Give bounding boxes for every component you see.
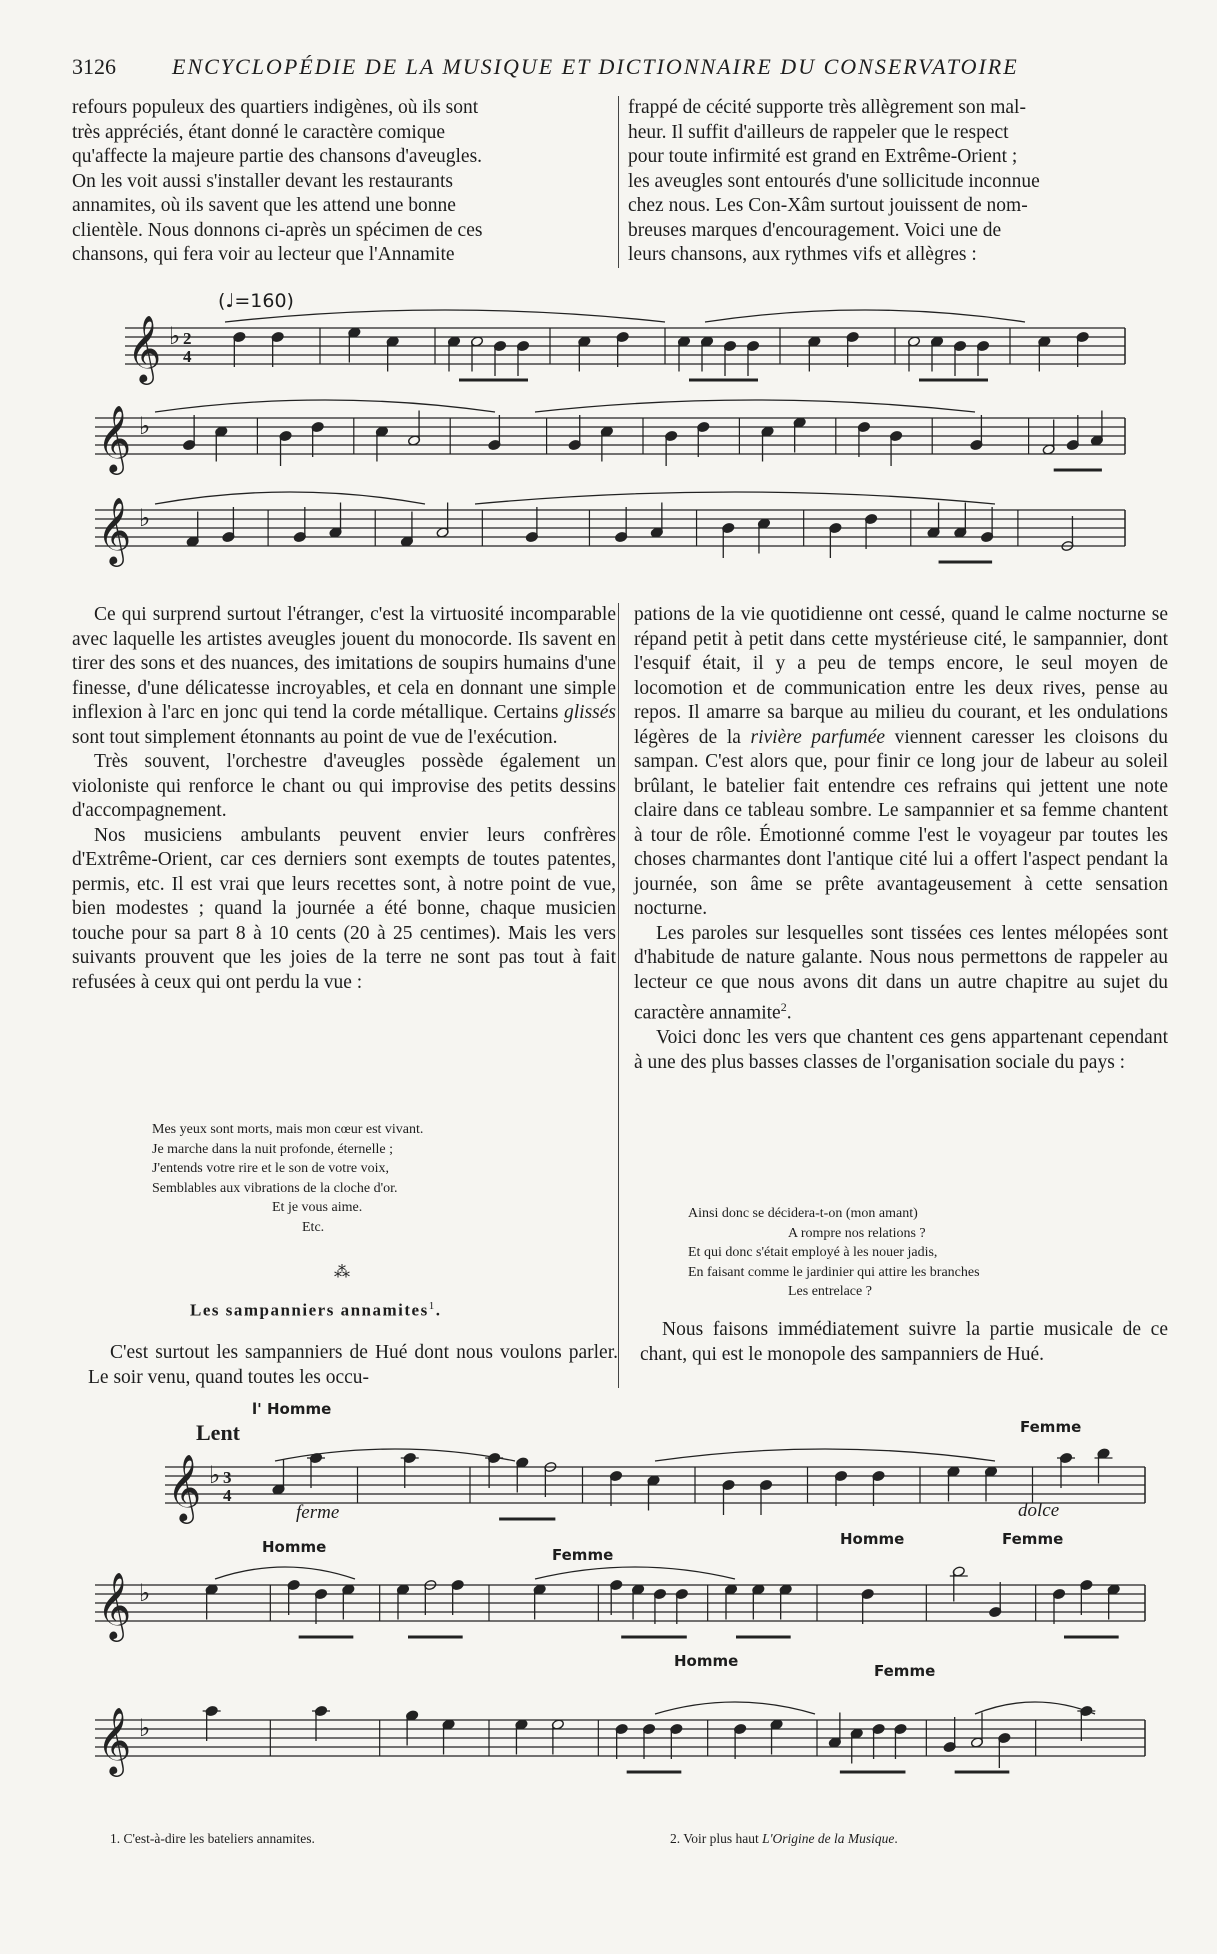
voice-label-homme: Homme: [262, 1538, 327, 1556]
poem-line: Mes yeux sont morts, mais mon cœur est vivant.: [152, 1122, 424, 1137]
mid-right-column: [634, 603, 1168, 1075]
page-number: 3126: [72, 54, 116, 79]
treble-clef: 𝄞: [167, 1453, 202, 1521]
music-score-sampanniers: [95, 1405, 1155, 1805]
slur: [155, 492, 425, 504]
text-line: heur. Il suffit d'ailleurs de rappeler que le respect: [628, 121, 1009, 143]
poem-line: Et je vous aime.: [272, 1200, 363, 1215]
footnote-2: 2. Voir plus haut L'Origine de la Musique.: [670, 1831, 898, 1846]
mid-right-closing: [640, 1318, 1168, 1367]
paragraph: Ce qui surprend surtout l'étranger, c'est la virtuosité incomparable avec laquelle les artistes aveugles jouent du monocorde. Ils savent en tirer des sons et des nuances, des imitations de soupirs humains d'une finesse, d'une délicatesse incroyables, et cela en donnant une simple inflexion à l'arc en jonc qui tend la corde métallique. Certains glissés sont tout simplement étonnants au point de vue de l'exécution.: [72, 604, 616, 748]
poem-line: Je marche dans la nuit profonde, éternelle ;: [152, 1141, 394, 1157]
text-line: refours populeux des quartiers indigènes, où ils sont: [72, 97, 479, 118]
voice-label-femme: Femme: [1002, 1530, 1064, 1548]
voice-label-homme: l' Homme: [252, 1400, 332, 1418]
key-signature-flat: ♭: [209, 1461, 221, 1489]
treble-clef: 𝄞: [97, 1706, 132, 1774]
poem-line: A rompre nos relations ?: [788, 1225, 926, 1241]
poem-blind: [152, 1120, 423, 1237]
poem-line: Ainsi donc se décidera-t-on (mon amant): [688, 1206, 918, 1221]
mid-left-column: [72, 603, 616, 995]
slur: [535, 400, 975, 412]
poem-line: Et qui donc s'était employé à les nouer jadis,: [688, 1245, 938, 1260]
dynamic-dolce: dolce: [1018, 1500, 1060, 1521]
slur: [535, 1567, 735, 1579]
text-line: chansons, qui fera voir au lecteur que l'Annamite: [72, 244, 455, 265]
voice-label-femme: Femme: [552, 1546, 614, 1564]
poem-sampanniers: [688, 1204, 980, 1302]
slur: [215, 1567, 355, 1579]
text-line: les aveugles sont entourés d'une sollicitude inconnue: [628, 170, 1040, 192]
top-right-column: [628, 96, 1156, 268]
mid-left-closing: [88, 1341, 618, 1390]
time-signature: 4: [183, 347, 192, 366]
key-signature-flat: ♭: [139, 1714, 151, 1742]
text-line: frappé de cécité supporte très allègrement son mal-: [628, 97, 1026, 118]
running-title: ENCYCLOPÉDIE DE LA MUSIQUE ET DICTIONNAIRE DU CONSERVATOIRE: [172, 54, 1019, 79]
slur: [155, 400, 495, 412]
text-line: On les voit aussi s'installer devant les restaurants: [72, 170, 453, 192]
text-line: qu'affecte la majeure partie des chansons d'aveugles.: [72, 146, 483, 167]
paragraph: Nous faisons immédiatement suivre la partie musicale de ce chant, qui est le monopole des sampanniers de Hué.: [640, 1319, 1168, 1365]
slur: [705, 310, 1025, 322]
time-signature: 2: [183, 329, 192, 348]
text-line: très appréciés, étant donné le caractère comique: [72, 121, 446, 143]
voice-label-femme: Femme: [1020, 1418, 1082, 1436]
text-line: breuses marques d'encouragement. Voici une de: [628, 219, 1002, 241]
treble-clef: 𝄞: [127, 314, 162, 382]
text-line: clientèle. Nous donnons ci-après un spécimen de ces: [72, 219, 483, 241]
poem-line: Etc.: [302, 1219, 325, 1235]
slur: [225, 310, 665, 322]
paragraph: Nos musiciens ambulants peuvent envier leurs confrères d'Extrême-Orient, car ces derniers sont exempts de toutes patentes, permis, etc. Il est vrai que leurs recettes sont, à notre point de vue, bien modestes ; quand la journée a été bonne, chaque musicien touche pour sa part 8 à 10 cents (20 à 25 centimes). Mais les vers suivants prouvent que les joies de la terre ne sont pas tout à fait refusées à ceux qui ont perdu la vue :: [72, 824, 616, 993]
slur: [475, 492, 995, 504]
time-signature: 4: [223, 1486, 232, 1505]
section-stars: ⁂: [334, 1264, 350, 1281]
treble-clef: 𝄞: [97, 496, 132, 564]
tempo-marking: (♩=160): [218, 290, 294, 312]
paragraph: C'est surtout les sampanniers de Hué dont nous voulons parler. Le soir venu, quand toutes les occu-: [88, 1342, 618, 1388]
key-signature-flat: ♭: [169, 322, 181, 350]
column-rule-middle: [618, 603, 619, 1388]
voice-label-homme: Homme: [840, 1530, 905, 1548]
treble-clef: 𝄞: [97, 404, 132, 472]
dynamic-ferme: ferme: [296, 1502, 340, 1523]
poem-line: En faisant comme le jardinier qui attire les branches: [688, 1264, 980, 1280]
paragraph: Très souvent, l'orchestre d'aveugles possède également un violoniste qui renforce le chant ou qui improvise des petits dessins d'accompagnement.: [72, 751, 616, 821]
tempo-lent: Lent: [196, 1420, 240, 1445]
poem-line: Les entrelace ?: [788, 1284, 872, 1299]
slur: [655, 1702, 815, 1714]
key-signature-flat: ♭: [139, 1579, 151, 1607]
poem-line: Semblables aux vibrations de la cloche d'or.: [152, 1180, 398, 1196]
time-signature: 3: [223, 1468, 232, 1487]
footnote-1: 1. C'est-à-dire les bateliers annamites.: [110, 1831, 315, 1846]
key-signature-flat: ♭: [139, 412, 151, 440]
paragraph: Voici donc les vers que chantent ces gens appartenant cependant à une des plus basses classes de l'organisation sociale du pays :: [634, 1027, 1168, 1073]
column-rule-top: [618, 96, 619, 268]
poem-line: J'entends votre rire et le son de votre voix,: [152, 1161, 389, 1176]
paragraph: pations de la vie quotidienne ont cessé, quand le calme nocturne se répand petit à petit dans cette mystérieuse cité, le sampannier, dont l'esquif était, il y a peu de temps encore, le seul moyen de locomotion et de communication entre les deux rives, pense au repos. Il amarre sa barque au milieu du courant, et les ondulations légères de la rivière parfumée viennent caresser les cloisons du sampan. C'est alors que, pour finir ce long jour de labeur au soleil brûlant, le batelier fait entendre ces refrains qui jettent une note claire dans ce tableau sombre. Le sampannier et sa femme chantent à tour de rôle. Émotionné comme l'est le voyageur par toutes les choses charmantes dont l'antique cité lui a offert l'aspect pendant la journée, son âme se prête avantageusement à cette sensation nocturne.: [634, 604, 1169, 919]
text-line: annamites, où ils savent que les attend une bonne: [72, 195, 456, 216]
slur: [655, 1449, 995, 1461]
music-score-blind-song: [95, 300, 1135, 590]
text-line: chez nous. Les Con-Xâm surtout jouissent de nom-: [628, 195, 1028, 216]
slur: [975, 1702, 1095, 1714]
text-line: leurs chansons, aux rythmes vifs et allègres :: [628, 244, 977, 265]
text-line: pour toute infirmité est grand en Extrême-Orient ;: [628, 146, 1018, 167]
voice-label-homme: Homme: [674, 1652, 739, 1670]
key-signature-flat: ♭: [139, 504, 151, 532]
section-heading: Les sampanniers annamites$^1$.: [190, 1300, 442, 1320]
voice-label-femme: Femme: [874, 1662, 936, 1680]
paragraph: Les paroles sur lesquelles sont tissées ces lentes mélopées sont d'habitude de nature galante. Nous nous permettons de rappeler au lecteur ce que nous avons dit dans un autre chapitre au sujet du caractère annamite$^2$.: [634, 922, 1168, 1024]
treble-clef: 𝄞: [97, 1571, 132, 1639]
top-left-column: [72, 96, 608, 268]
